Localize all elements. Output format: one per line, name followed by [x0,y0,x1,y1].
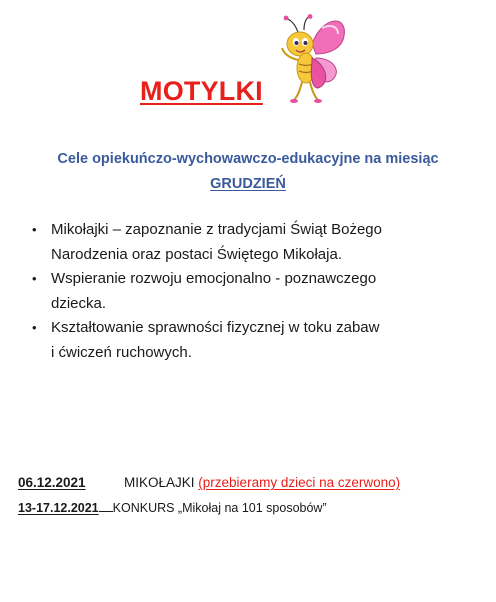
event-date: 06.12.2021 [18,475,86,490]
event-name: KONKURS „Mikołaj na 101 sposobów” [112,501,327,515]
events-section [18,475,488,523]
goal-item [30,218,450,267]
goal-text-line: Narodzenia oraz postaci Świętego Mikołaja. [51,245,342,263]
goal-text-line: Kształtowanie sprawności fizycznej w toku zabaw [51,319,380,336]
event-name: MIKOŁAJKI [124,475,195,490]
goals-heading: Cele opiekuńczo-wychowawczo-edukacyjne na miesiąc [57,151,439,167]
goal-text-line: dziecka. [51,294,107,312]
goal-item [30,267,450,316]
butterfly-illustration [272,14,350,106]
goal-text-line: Wspieranie rozwoju emocjonalno - poznawczego [51,270,377,287]
month-heading: GRUDZIEŃ [210,176,286,192]
goal-text-line: i ćwiczeń ruchowych. [51,343,192,361]
goal-text-line: Mikołajki – zapoznanie z tradycjami Świąt Bożego [51,221,382,238]
event-row [18,475,488,499]
bullet-icon: • [32,320,37,335]
event-note: (przebieramy dzieci na czerwono) [198,475,401,490]
underline-gap [99,499,113,512]
bullet-icon: • [32,271,37,286]
goals-list [30,218,450,365]
bullet-icon: • [32,222,37,237]
event-date: 13-17.12.2021 [18,501,99,515]
goal-item [30,316,450,365]
document-title: MOTYLKI [140,76,263,106]
event-row [18,499,488,523]
